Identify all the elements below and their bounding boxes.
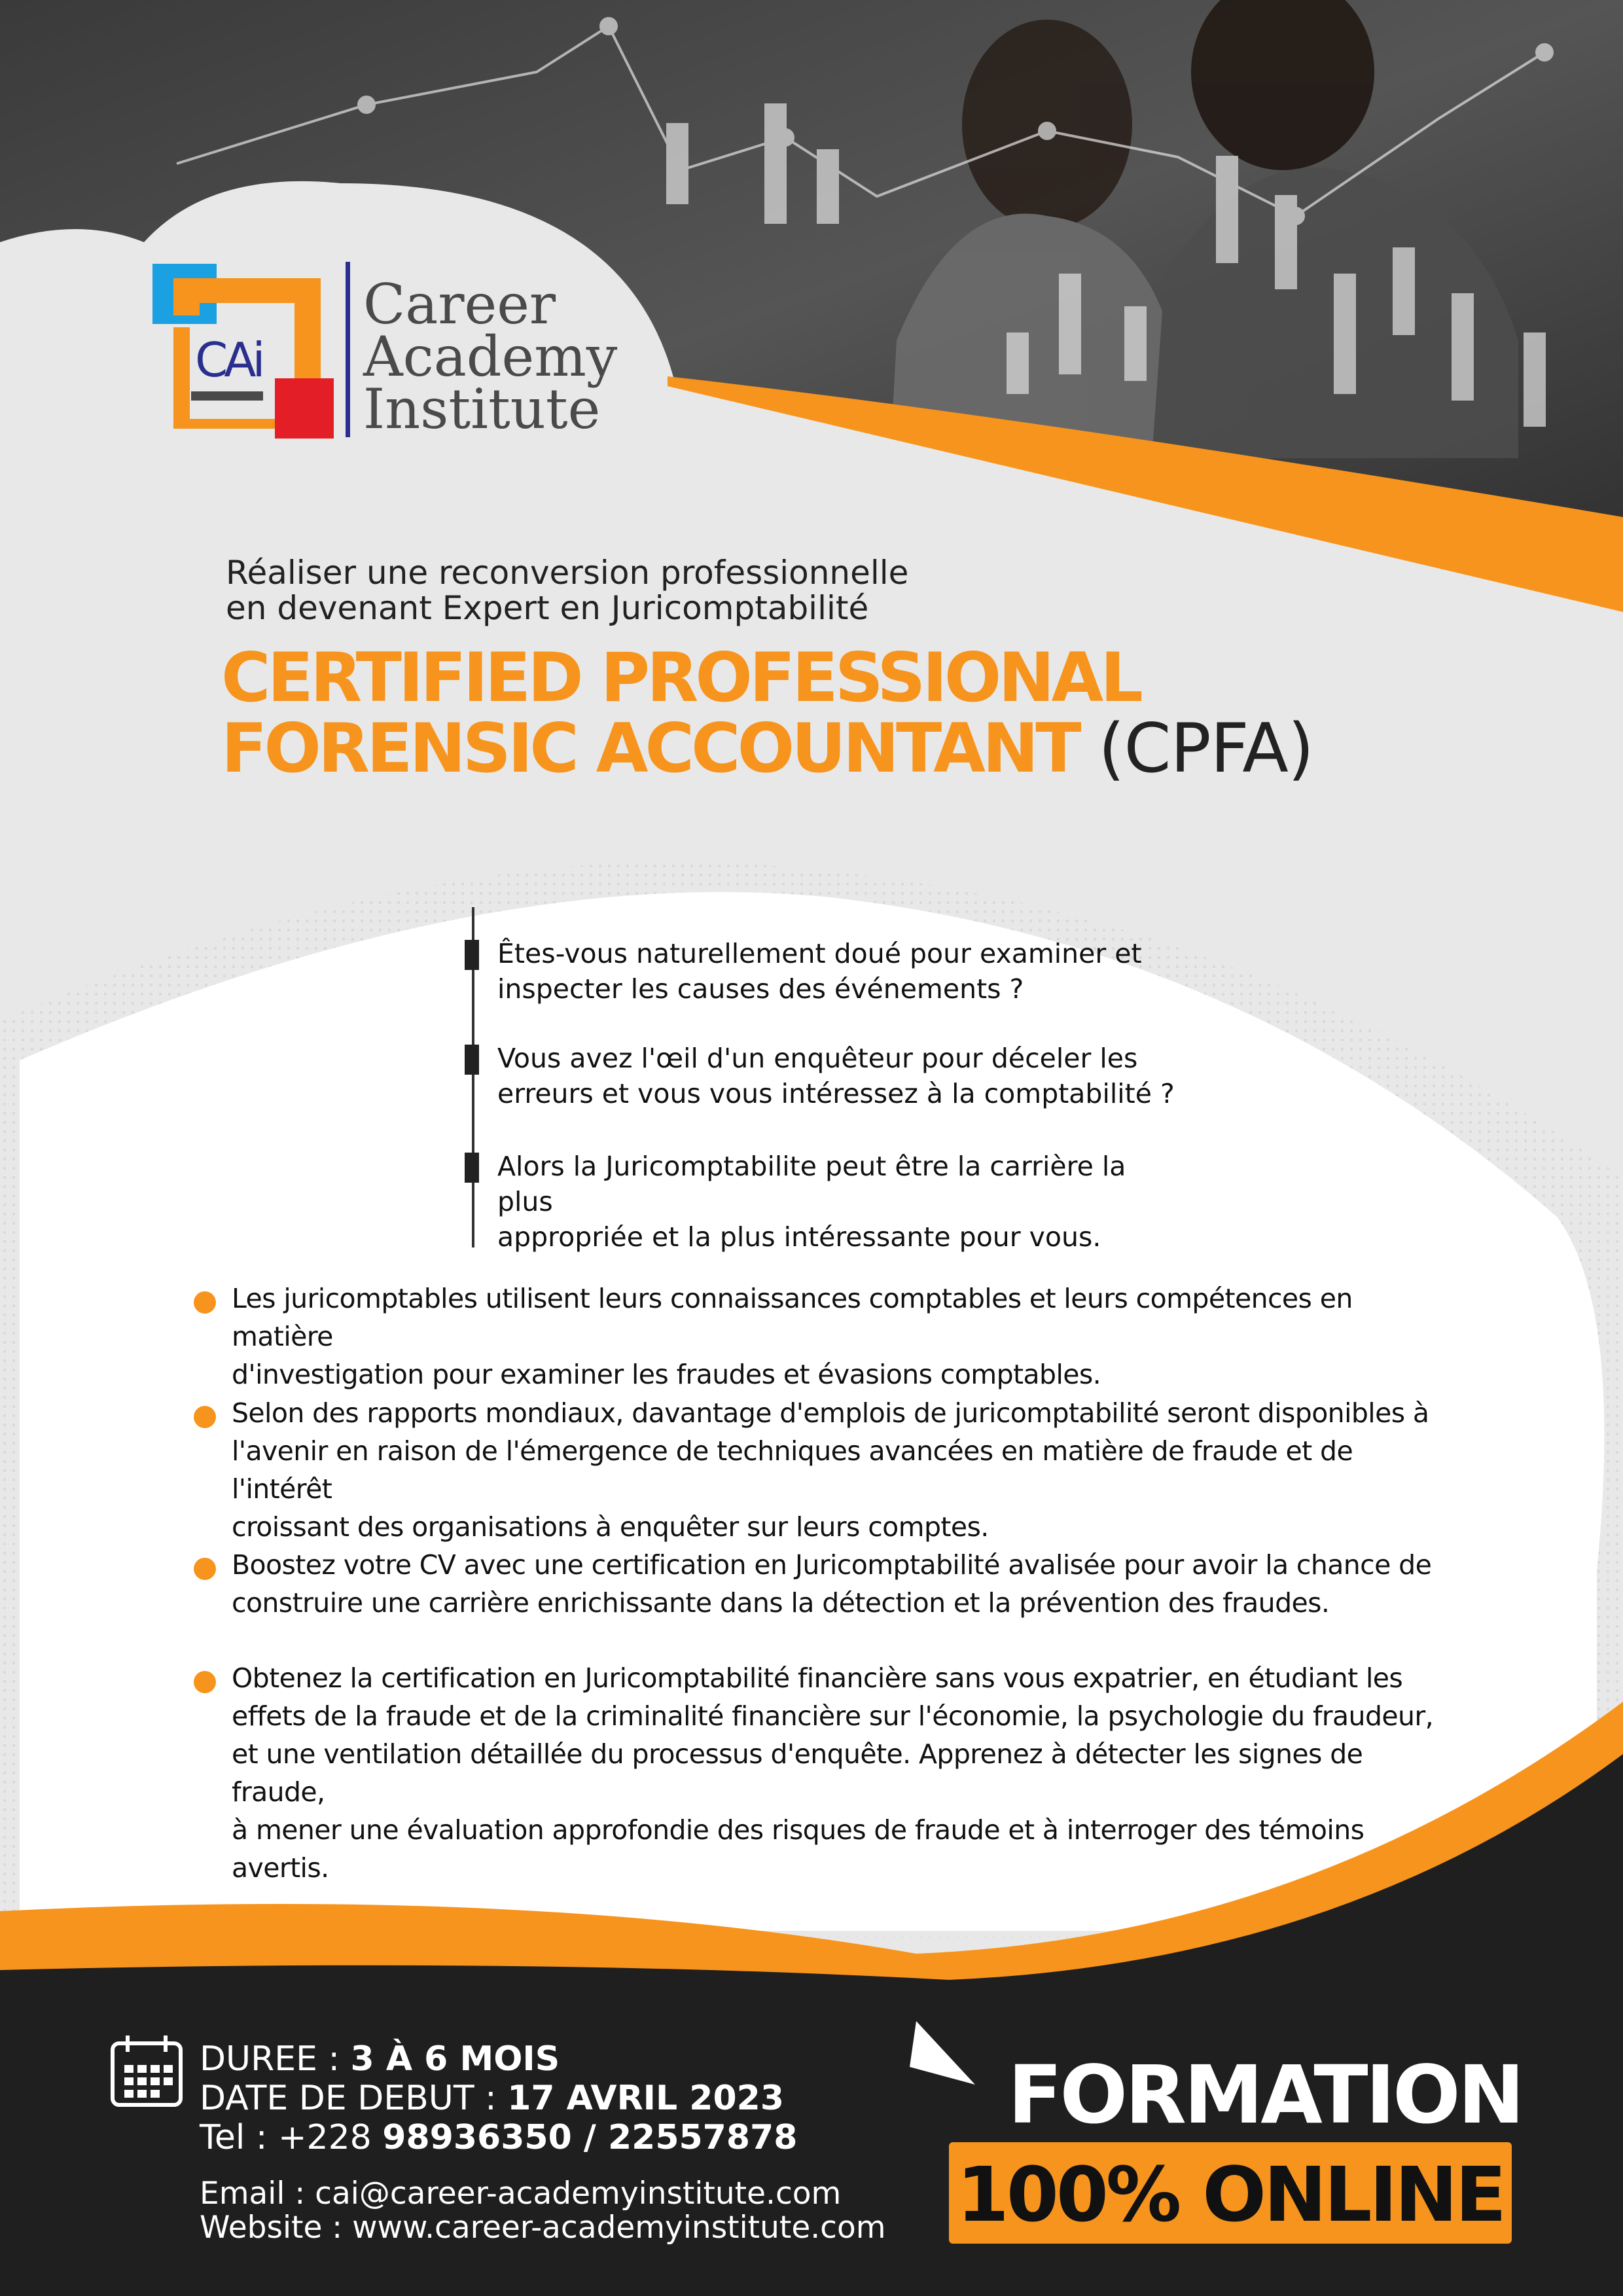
subtitle	[226, 555, 908, 626]
bullet-dot	[194, 1291, 216, 1314]
brand-name-line1: Career	[363, 272, 556, 336]
question-text: erreurs et vous vous intéressez à la comptabilité ?	[497, 1078, 1175, 1109]
question-marker	[465, 1045, 479, 1075]
start-date-label: DATE DE DEBUT :	[200, 2079, 508, 2118]
bullet-line: et une ventilation détaillée du processus d'enquête. Apprenez à détecter les signes de fraude,	[232, 1738, 1363, 1808]
page-title	[221, 639, 1313, 788]
formation-label: FORMATION	[1008, 2049, 1522, 2142]
title-suffix: (CPFA)	[1098, 709, 1313, 788]
brand-name-line2: Academy	[363, 325, 618, 389]
bullet-line: Boostez votre CV avec une certification en Juricomptabilité avalisée pour avoir la chance de	[232, 1549, 1432, 1581]
bullet-line: construire une carrière enrichissante dans la détection et la prévention des fraudes.	[232, 1587, 1330, 1619]
question-text: appropriée et la plus intéressante pour vous.	[497, 1221, 1101, 1253]
email-info: Email : cai@career-academyinstitute.com	[200, 2176, 842, 2212]
bullet-line: à mener une évaluation approfondie des risques de fraude et à interroger des témoins avertis.	[232, 1814, 1364, 1884]
online-badge	[949, 2142, 1512, 2244]
phone-info	[200, 2118, 797, 2157]
bullet-dot	[194, 1671, 216, 1693]
subtitle-line1: Réaliser une reconversion professionnelle	[226, 554, 909, 592]
bullet-dot	[194, 1558, 216, 1580]
brand-name-line3: Institute	[363, 377, 601, 441]
duration-value: 3 À 6 MOIS	[350, 2039, 560, 2079]
bullet-line: effets de la fraude et de la criminalité financière sur l'économie, la psychologie du fraudeur,	[232, 1700, 1434, 1732]
phone-value: 98936350 / 22557878	[382, 2118, 798, 2157]
bullet-line: d'investigation pour examiner les fraudes et évasions comptables.	[232, 1359, 1101, 1390]
question-text: Êtes-vous naturellement doué pour examiner et	[497, 938, 1142, 969]
bullet-line: Les juricomptables utilisent leurs connaissances comptables et leurs compétences en matière	[232, 1283, 1353, 1352]
svg-text:CAi: CAi	[195, 332, 262, 387]
start-date-value: 17 AVRIL 2023	[507, 2079, 784, 2118]
question-text: Vous avez l'œil d'un enquêteur pour déceler les	[497, 1043, 1138, 1074]
title-line2: FORENSIC ACCOUNTANT	[221, 709, 1079, 788]
question-text: inspecter les causes des événements ?	[497, 973, 1024, 1005]
logo-divider	[346, 262, 350, 437]
question-marker	[465, 1153, 479, 1183]
subtitle-line2: en devenant Expert en Juricomptabilité	[226, 589, 869, 627]
bullet-line: croissant des organisations à enquêter sur leurs comptes.	[232, 1511, 989, 1543]
question-marker	[465, 940, 479, 970]
start-date-info	[200, 2079, 784, 2118]
bullet-dot	[194, 1406, 216, 1428]
brand-name	[363, 272, 618, 441]
bullet-line: l'avenir en raison de l'émergence de techniques avancées en matière de fraude et de l'intérêt	[232, 1435, 1353, 1505]
phone-label: Tel : +228	[200, 2118, 383, 2157]
bullet-line: Selon des rapports mondiaux, davantage d'emplois de juricomptabilité seront disponibles à	[232, 1397, 1429, 1429]
title-line1: CERTIFIED PROFESSIONAL	[221, 639, 1140, 717]
bullet-line: Obtenez la certification en Juricomptabilité financière sans vous expatrier, en étudiant les	[232, 1662, 1403, 1694]
question-text: Alors la Juricomptabilite peut être la carrière la plus	[497, 1151, 1126, 1217]
website-info: Website : www.career-academyinstitute.com	[200, 2210, 886, 2246]
online-label: 100% ONLINE	[956, 2151, 1505, 2239]
duration-info	[200, 2039, 560, 2079]
duration-label: DUREE :	[200, 2039, 351, 2079]
